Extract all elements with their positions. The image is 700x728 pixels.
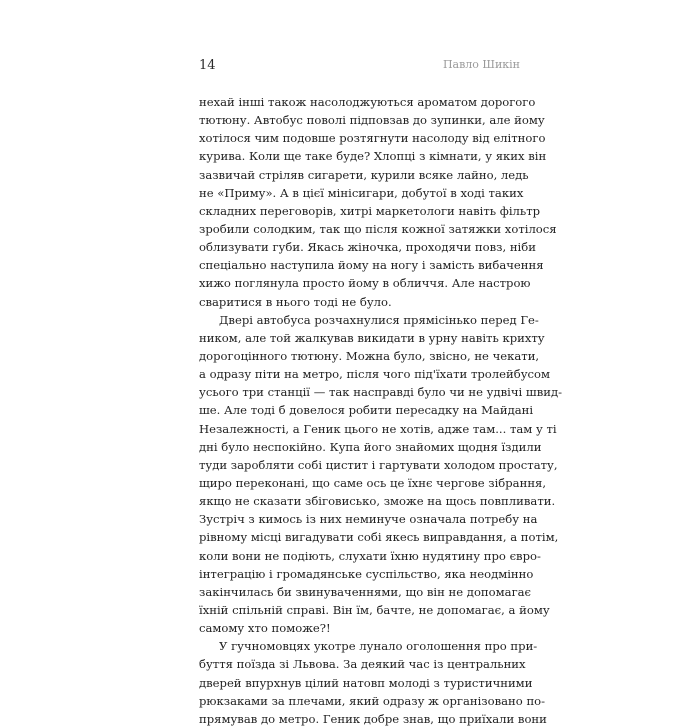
running-head-author: Павло Шикін <box>442 58 520 71</box>
paragraph-line: коли вони не подіють, слухати їхню нудятину про євро- <box>199 548 541 563</box>
paragraph-line: тютюну. Автобус поволі підповзав до зупинки, але йому <box>199 113 545 128</box>
paragraph-line: туди заробляти собі цистит і гартувати холодом простату, <box>199 457 558 472</box>
paragraph-line: щиро переконані, що саме ось це їхнє чергове зібрання, <box>199 475 547 490</box>
paragraph-line: зазвичай стріляв сигарети, курили всяке лайно, ледь <box>199 167 529 182</box>
paragraph-line: ником, але той жалкував викидати в урну навіть крихту <box>199 330 545 345</box>
paragraph-line: закінчилась би звинуваченнями, що він не допомагає <box>199 584 532 599</box>
paragraph-line: ше. Але тоді б довелося робити пересадку на Майдані <box>199 403 534 418</box>
paragraph-line: дні було неспокійно. Купа його знайомих щодня їздили <box>199 439 542 454</box>
paragraph-line: їхній спільній справі. Він їм, бачте, не допомагає, а йому <box>199 602 550 617</box>
paragraph-first-line: Двері автобуса розчахнулися прямісінько перед Ге- <box>219 312 539 327</box>
paragraph-first-line: У гучномовцях укотре лунало оголошення про при- <box>219 639 538 654</box>
paragraph-line: зробили солодким, так що після кожної затяжки хотілося <box>199 221 557 236</box>
paragraph-line: облизувати губи. Якась жіночка, проходячи повз, ніби <box>199 240 536 255</box>
paragraph-line: спеціально наступила йому на ногу і замість вибачення <box>199 258 544 273</box>
paragraph-line: рюкзаками за плечами, який одразу ж організовано по- <box>199 693 546 708</box>
paragraph-line: Зустріч з кимось із них неминуче означала потребу на <box>199 512 538 527</box>
page-number: 14 <box>199 58 216 73</box>
paragraph-line: хижо поглянула просто йому в обличчя. Але настрою <box>199 276 531 291</box>
paragraph-line: інтеграцію і громадянське суспільство, яка неодмінно <box>199 566 534 581</box>
paragraph-line: складних переговорів, хитрі маркетологи навіть фільтр <box>199 203 541 218</box>
paragraph-line: буття поїзда зі Львова. За деякий час із центральних <box>199 657 526 672</box>
paragraph-line: прямував до метро. Геник добре знав, що приїхали вони <box>199 711 547 726</box>
paragraph-line: усього три станції — так насправді було чи не удвічі швид- <box>199 385 563 400</box>
paragraph-line: дверей впурхнув цілий натовп молоді з туристичними <box>199 675 533 690</box>
body-text <box>199 93 563 728</box>
paragraph-line: якщо не сказати збіговисько, зможе на щось повпливати. <box>199 494 556 509</box>
paragraph-line: дорогоцінного тютюну. Можна було, звісно, не чекати, <box>199 348 540 363</box>
paragraph-line: хотілося чим подовше розтягнути насолоду від елітного <box>199 131 546 146</box>
paragraph-line: а одразу піти на метро, після чого під'їхати тролейбусом <box>199 367 551 382</box>
paragraph-line: Незалежності, а Геник цього не хотів, адже там... там у ті <box>199 421 557 436</box>
paragraph-line: сваритися в нього тоді не було. <box>199 294 392 309</box>
paragraph-line: рівному місці вигадувати собі якесь виправдання, а потім, <box>199 530 559 545</box>
paragraph-line: самому хто поможе?! <box>199 621 331 636</box>
paragraph-line: не «Приму». А в цієї мінісигари, добутої в ході таких <box>199 185 524 200</box>
paragraph-first-line: нехай інші також насолоджуються ароматом дорогого <box>199 95 536 109</box>
paragraph-line: курива. Коли ще таке буде? Хлопці з кімнати, у яких він <box>199 149 547 164</box>
